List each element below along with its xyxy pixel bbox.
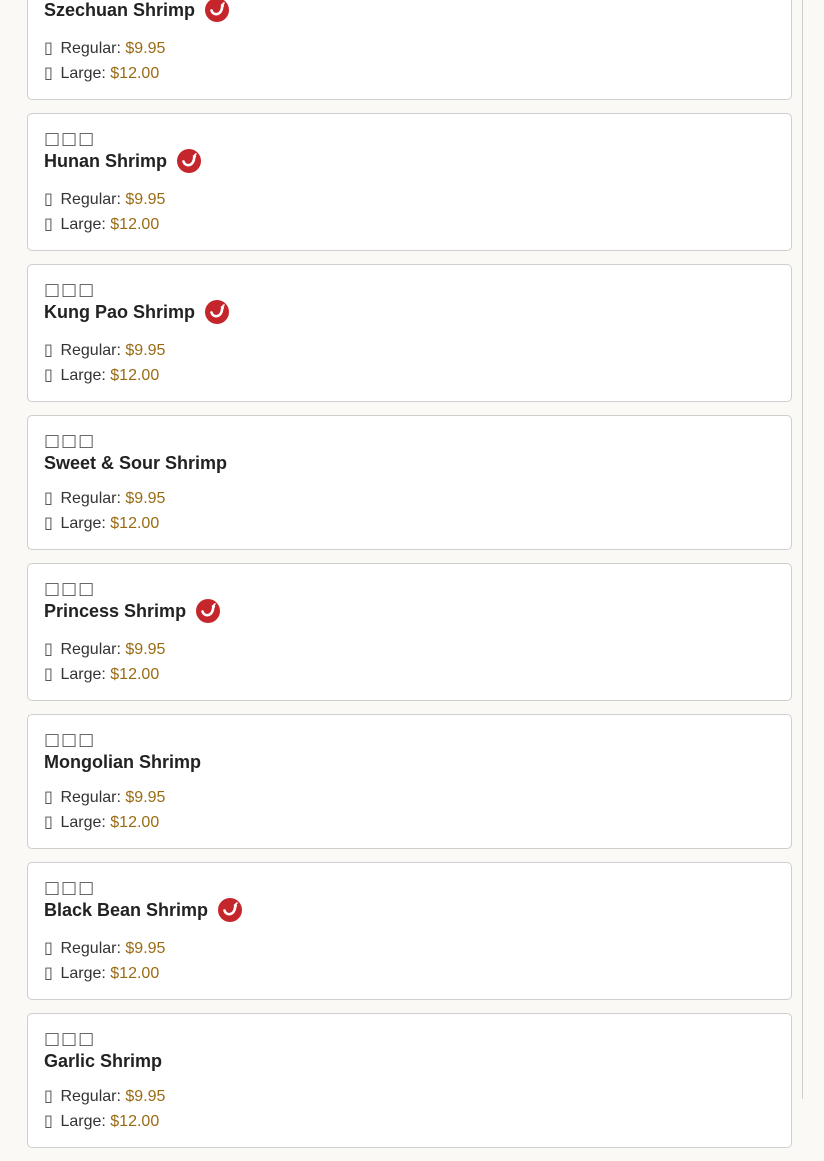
chinese-name: □□□ xyxy=(44,280,96,300)
price-amount: $9.95 xyxy=(125,641,166,658)
dish-name: Hunan Shrimp xyxy=(44,150,168,171)
box-glyph: ▯ xyxy=(44,963,53,982)
chili-pepper-icon xyxy=(218,898,242,922)
price-amount: $12.00 xyxy=(110,65,160,82)
price-amount: $9.95 xyxy=(125,789,166,806)
size-label: Large: xyxy=(60,1113,106,1130)
price-amount: $9.95 xyxy=(125,40,166,57)
dish-name: Sweet & Sour Shrimp xyxy=(44,452,228,473)
price-regular xyxy=(44,36,775,61)
price-regular xyxy=(44,1084,775,1109)
box-glyph: ▯ xyxy=(44,812,53,831)
price-regular xyxy=(44,785,775,810)
dish-name: Mongolian Shrimp xyxy=(44,751,201,772)
price-regular xyxy=(44,486,775,511)
box-glyph: ▯ xyxy=(44,488,53,507)
size-label: Large: xyxy=(60,65,106,82)
price-amount: $12.00 xyxy=(110,367,160,384)
menu-item-card[interactable] xyxy=(27,113,792,251)
menu-item-card[interactable] xyxy=(27,862,792,1000)
size-label: Regular: xyxy=(60,789,121,806)
size-label: Regular: xyxy=(60,191,121,208)
box-glyph: ▯ xyxy=(44,938,53,957)
size-label: Regular: xyxy=(60,490,121,507)
price-amount: $12.00 xyxy=(110,814,160,831)
price-regular xyxy=(44,338,775,363)
menu-item-list xyxy=(27,0,792,1161)
price-large xyxy=(44,212,775,237)
size-label: Large: xyxy=(60,814,106,831)
page-right-border xyxy=(802,0,803,1099)
size-label: Large: xyxy=(60,367,106,384)
menu-item-card[interactable] xyxy=(27,0,792,100)
price-amount: $9.95 xyxy=(125,191,166,208)
menu-item-card[interactable] xyxy=(27,415,792,550)
size-label: Regular: xyxy=(60,40,121,57)
size-label: Regular: xyxy=(60,641,121,658)
menu-item-card[interactable] xyxy=(27,264,792,402)
price-large xyxy=(44,61,775,86)
price-large xyxy=(44,810,775,835)
box-glyph: ▯ xyxy=(44,1086,53,1105)
price-amount: $12.00 xyxy=(110,515,160,532)
box-glyph: ▯ xyxy=(44,513,53,532)
box-glyph: ▯ xyxy=(44,664,53,683)
price-amount: $12.00 xyxy=(110,216,160,233)
chinese-name: □□□ xyxy=(44,1029,96,1049)
price-amount: $9.95 xyxy=(125,1088,166,1105)
price-amount: $9.95 xyxy=(125,490,166,507)
box-glyph: ▯ xyxy=(44,38,53,57)
size-label: Large: xyxy=(60,216,106,233)
price-amount: $12.00 xyxy=(110,1113,160,1130)
box-glyph: ▯ xyxy=(44,1111,53,1130)
menu-item-card[interactable] xyxy=(27,714,792,849)
size-label: Regular: xyxy=(60,1088,121,1105)
box-glyph: ▯ xyxy=(44,340,53,359)
chili-pepper-icon xyxy=(196,599,220,623)
size-label: Large: xyxy=(60,666,106,683)
price-large xyxy=(44,511,775,536)
price-large xyxy=(44,662,775,687)
price-regular xyxy=(44,936,775,961)
box-glyph: ▯ xyxy=(44,365,53,384)
price-large xyxy=(44,363,775,388)
dish-name: Garlic Shrimp xyxy=(44,1050,163,1071)
size-label: Large: xyxy=(60,965,106,982)
box-glyph: ▯ xyxy=(44,214,53,233)
size-label: Regular: xyxy=(60,940,121,957)
dish-name: Kung Pao Shrimp xyxy=(44,301,196,322)
price-regular xyxy=(44,187,775,212)
price-amount: $12.00 xyxy=(110,666,160,683)
dish-name: Szechuan Shrimp xyxy=(44,0,196,20)
box-glyph: ▯ xyxy=(44,63,53,82)
size-label: Regular: xyxy=(60,342,121,359)
box-glyph: ▯ xyxy=(44,787,53,806)
chinese-name: □□□ xyxy=(44,878,96,898)
chinese-name: □□□ xyxy=(44,730,96,750)
chinese-name: □□□ xyxy=(44,129,96,149)
price-large xyxy=(44,1109,775,1134)
price-amount: $9.95 xyxy=(125,940,166,957)
box-glyph: ▯ xyxy=(44,639,53,658)
price-amount: $12.00 xyxy=(110,965,160,982)
dish-name: Black Bean Shrimp xyxy=(44,899,209,920)
price-regular xyxy=(44,637,775,662)
price-large xyxy=(44,961,775,986)
price-amount: $9.95 xyxy=(125,342,166,359)
size-label: Large: xyxy=(60,515,106,532)
box-glyph: ▯ xyxy=(44,189,53,208)
chili-pepper-icon xyxy=(205,0,229,22)
chili-pepper-icon xyxy=(205,300,229,324)
menu-item-card[interactable] xyxy=(27,1013,792,1148)
dish-name: Princess Shrimp xyxy=(44,600,187,621)
chili-pepper-icon xyxy=(177,149,201,173)
menu-item-card[interactable] xyxy=(27,563,792,701)
chinese-name: □□□ xyxy=(44,431,96,451)
chinese-name: □□□ xyxy=(44,579,96,599)
